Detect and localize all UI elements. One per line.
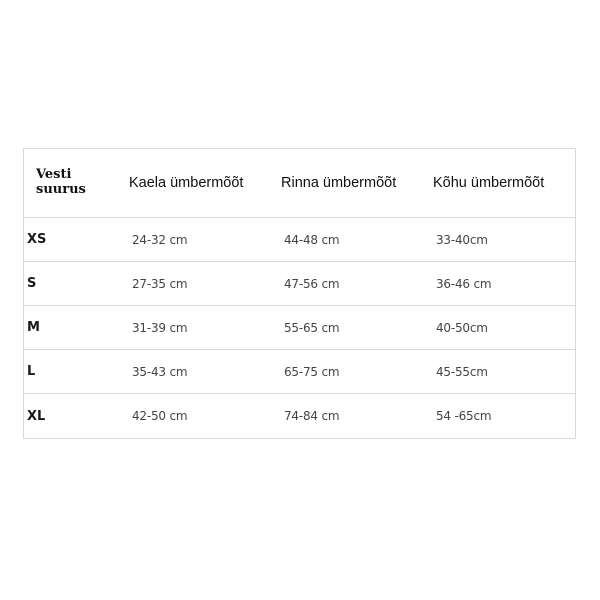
table-row [24,218,575,262]
neck-column-header: Kaela ümbermõõt [129,175,244,191]
belly-value: 36-46 cm [436,276,492,291]
size-label: XS [27,232,47,247]
neck-value: 27-35 cm [132,276,188,291]
neck-value: 42-50 cm [132,409,188,423]
size-column-header [24,167,128,197]
size-chart-table [23,148,576,439]
chest-column-header: Rinna ümbermõõt [281,175,397,191]
size-label: XL [27,408,46,424]
table-row [24,350,575,394]
belly-column-header: Kõhu ümbermõõt [433,175,545,191]
size-header-line1: Vesti [36,167,72,182]
chest-value: 65-75 cm [284,364,340,379]
neck-value: 24-32 cm [132,232,188,247]
size-label: L [27,364,36,379]
table-row [24,262,575,306]
belly-value: 54 -65cm [436,409,492,423]
neck-value: 31-39 cm [132,320,188,335]
size-label: M [27,320,40,335]
size-label: S [27,276,37,291]
belly-value: 40-50cm [436,320,488,335]
table-header-row [24,149,575,218]
neck-value: 35-43 cm [132,364,188,379]
chest-value: 74-84 cm [284,409,340,423]
table-row [24,306,575,350]
belly-value: 45-55cm [436,364,488,379]
table-row [24,394,575,438]
chest-value: 55-65 cm [284,320,340,335]
chest-value: 47-56 cm [284,276,340,291]
chest-value: 44-48 cm [284,232,340,247]
belly-value: 33-40cm [436,232,488,247]
size-header-line2: suurus [36,182,86,197]
